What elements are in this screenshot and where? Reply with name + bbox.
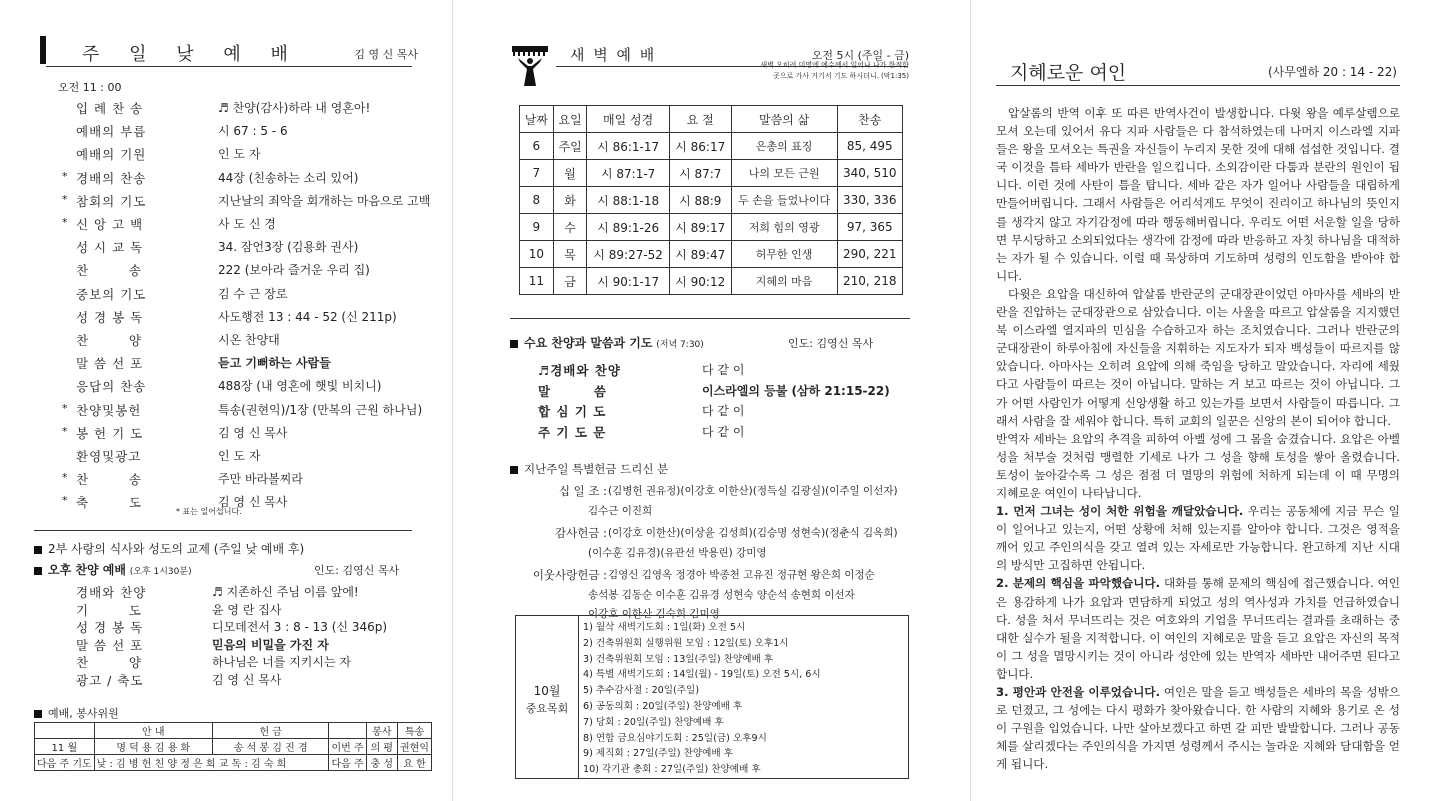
dawn-cell: 330, 336 [837, 187, 902, 214]
schedule-item: 8) 연합 금요심야기도회 : 25일(금) 오후9시 [583, 732, 767, 744]
order-value: 시온 찬양대 [218, 333, 280, 347]
dawn-cell: 수 [553, 214, 587, 241]
dawn-table-header [520, 106, 903, 133]
order-label: 예배의 부름 [76, 124, 147, 140]
order-label: 신 앙 고 백 [76, 217, 144, 232]
monthly-box [515, 615, 909, 779]
dawn-cell: 시 88:9 [669, 187, 731, 214]
afternoon-value: 하나님은 너를 지키시는 자 [212, 655, 351, 670]
dawn-cell: 11 [520, 268, 554, 295]
schedule-item: 1) 월삭 새벽기도회 : 1일(화) 오전 5시 [583, 622, 746, 633]
wednesday-label: 말 씀 [538, 383, 607, 399]
sermon-point-body: 여인은 말을 듣고 백성들은 세바의 목을 성밖으로 던졌고, 그 성에는 다시 평화가 찾아왔습니다. 한 사람의 지혜와 용기로 온 성이 구원을 입었습니다. 나만 살아보겠다고 하면 갈 피만 발발합니다. 그러나 공동체를 살리겠다는 주인의식을 가지면 성령께서 주시는 놀라운 지혜와 담대함을 얻게 됩니다. [996, 685, 1401, 772]
dawn-table-row [520, 214, 903, 241]
sermon-paragraph: 압살롬의 반역 이후 또 따른 반역사건이 발생합니다. 다윗 왕을 예루살렘으로 모셔 오는데 있어서 유다 지파 사람들은 다 참석하였는데 나머지 이스라엘 지파들은 왕을 모셔오는 특권을 자신들이 누리지 못한 것에 대해 섭섭한 것입니다. 결국 이것을 틈타 세바가 반란을 일으킵니다. 소외감이란 다툼과 분란의 원인이 됩니다. 이런 것에 사탄이 틈을 탑니다. 세바 같은 자가 일어나 사람들을 대립하게 만들어버립니다. 그래서 사람들은 어리석게도 무엇이 진리이고 하나님의 뜻인지를 생각지 않고 자기감정에 따라 행동해버립니다. 우리도 어떤 서운할 일을 당하면 무시당하고 소외되었다는 생각에 감정에 따라 반응하고 자칫 하나님을 대적하는 자가 될 수 있습니다. 이럴 때 묵상하며 기도하며 성령의 인도함을 받아야 합니다. [996, 106, 1400, 283]
order-mark: * [62, 169, 68, 183]
dawn-cell: 시 88:1-18 [587, 187, 669, 214]
dawn-cell: 시 87:1-7 [587, 160, 669, 187]
schedule-item: 7) 당회 : 20일(주일) 찬양예배 후 [583, 716, 724, 728]
wednesday-leader: 인도: 김영신 목사 [788, 337, 874, 350]
dawn-header-cell: 말씀의 삶 [731, 106, 837, 133]
order-mark: * [62, 401, 68, 415]
dawn-cell: 85, 495 [837, 133, 902, 160]
sunday-service-title: 주 일 낮 예 배 [82, 44, 300, 65]
part2-heading: 2부 사랑의 식사와 성도의 교제 (주일 낮 예배 후) [34, 540, 304, 557]
dawn-cell: 시 89:17 [669, 214, 731, 241]
dawn-cell: 340, 510 [837, 160, 902, 187]
afternoon-value: 윤 영 란 집사 [212, 602, 282, 617]
serve-row: 다음 주 기도 낮 : 김 병 헌 친 양 정 은 희 교 독 : 김 숙 희 다음 주 충 성 요 한 [35, 755, 432, 771]
dawn-cell: 시 86:17 [669, 133, 731, 160]
dawn-cell: 금 [553, 268, 587, 295]
order-label: 입 례 찬 송 [76, 101, 144, 116]
afternoon-value: ♬ 지존하신 주님 이름 앞에! [212, 585, 359, 599]
offering-label: 이웃사랑헌금 : [532, 568, 607, 582]
schedule-item: 3) 건축위원회 모임 : 13일(주일) 찬양예배 후 [583, 653, 774, 665]
schedule-item: 9) 제직회 : 27일(주일) 찬양예배 후 [583, 748, 733, 760]
order-label: 축 도 [76, 495, 142, 511]
sermon-reference: (사무엘하 20 : 14 - 22) [1268, 65, 1397, 79]
order-mark: * [62, 424, 68, 438]
sermon-point-body: 우리는 공동체에 지금 무슨 일이 일어나고 있는지, 어떤 상황에 처해 있는지를 알아야 합니다. 그것은 영적을 깨어 있고 주인의식을 갖고 열려 있는 자세로만 가능합니다. 완고하게 지난 시대의 방식만 고집하면 안됩니다. [996, 504, 1401, 573]
dawn-time: 오전 5시 (주일 - 금) [811, 49, 909, 62]
serve-head-row: 안 내 헌 금 봉사 특송 [35, 723, 432, 739]
mid-rule [510, 318, 910, 319]
order-value: 특송(권현익)/1장 (만복의 근원 하나님) [218, 402, 423, 417]
order-label: 경배의 찬송 [76, 170, 147, 186]
dawn-table-row [520, 187, 903, 214]
dawn-cell: 시 87:7 [669, 160, 731, 187]
order-label: 성 경 봉 독 [76, 309, 144, 325]
dawn-cell: 7 [520, 160, 554, 187]
monthly-label-cell [516, 616, 579, 778]
order-label: 예배의 기원 [76, 147, 147, 163]
schedule-item: 4) 특별 새벽기도회 : 14일(월) - 19일(토) 오전 5시, 6시 [583, 669, 821, 681]
order-value: 지난날의 죄악을 회개하는 마음으로 고백 [218, 193, 431, 208]
preacher-name: 김 영 신 목사 [354, 48, 418, 61]
dawn-cell: 210, 218 [837, 268, 902, 295]
dawn-cell: 월 [553, 160, 587, 187]
offering-names: 김수근 이진희 [588, 504, 653, 517]
dawn-cell: 9 [520, 214, 554, 241]
order-value: 222 (보아라 즐거운 우리 집) [218, 263, 370, 278]
order-label: 중보의 기도 [76, 286, 147, 302]
dawn-table-row [520, 133, 903, 160]
wednesday-heading: 수요 찬양과 말씀과 기도 (저녁 7:30) [510, 334, 704, 351]
offering-label: 십 일 조 : [558, 484, 607, 498]
order-mark: * [62, 494, 68, 508]
schedule-item: 2) 건축위원회 실행위원 모임 : 12일(토) 오후1시 [583, 637, 789, 649]
sermon-paragraph: 다윗은 요압을 대신하여 압살롬 반란군의 군대장관이었던 아마사를 세바의 반란을 진압하는 군대장관으로 삼았습니다. 이는 사울을 따르고 압살롬을 지지했던 북 이스라엘 열지파의 민심을 수습하고자 하는 조치였습니다. 그러나 반란군의 군대장관이 하루아침에 자신들을 지휘하는 지도자가 되자 백성들이 따르지를 않았습니다. 아마사는 오히려 요압에 의해 죽임을 당하고 말았습니다. 자리에 세웠다고 사람들이 따르는 것이 아닙니다. 말하는 거 보고 따르는 것이 아닙니다. 그가 어떤 사람인가 어떻게 신앙생활 하고 있는가를 보면서 사람들이 따릅니다. 그래서 사람을 잘 세워야 합니다. 특히 교회의 일꾼은 신앙의 본이 되어야 합니다. [996, 286, 1400, 428]
order-value: 34. 잠언3장 (김용화 권사) [218, 240, 359, 255]
offering-names: (김병헌 권유정)(이강호 이한산)(정득실 김광실)(이주일 이선자) [608, 485, 898, 497]
praying-figure-icon [510, 44, 550, 88]
dawn-table-row [520, 160, 903, 187]
dawn-cell: 은총의 표징 [731, 133, 837, 160]
dawn-cell: 시 90:12 [669, 268, 731, 295]
order-value: 김 영 신 목사 [218, 425, 288, 440]
dawn-cell: 목 [553, 241, 587, 268]
sermon-point-heading: 1. 먼저 그녀는 성이 처한 위험을 깨달았습니다. [996, 504, 1244, 519]
dawn-header-cell: 날짜 [520, 106, 554, 133]
order-label: 성 시 교 독 [76, 240, 144, 256]
service-time: 오전 11 : 00 [58, 81, 122, 94]
order-value: 인 도 자 [218, 147, 261, 162]
wednesday-label: 합 심 기 도 [538, 404, 607, 419]
order-mark: * [62, 471, 68, 485]
part2-rule [34, 530, 412, 531]
dawn-cell: 6 [520, 133, 554, 160]
order-value: 사 도 신 경 [218, 217, 276, 231]
order-label: 찬양및봉헌 [76, 402, 142, 418]
sermon-title: 지혜로운 여인 [1010, 62, 1127, 84]
order-label: 찬 송 [76, 263, 142, 279]
afternoon-label: 말 씀 선 포 [76, 637, 144, 653]
order-label: 말 씀 선 포 [76, 356, 144, 372]
month-label: 10월 [533, 684, 561, 698]
sermon-paragraph: 반역자 세바는 요압의 추격을 피하여 아벨 성에 그 몸을 숨겼습니다. 요압은 아벨 성을 처부술 것처럼 맹렬한 기세로 나가 그 성을 향해 토성을 쌓아 올렸습니다. 토성이 높아갈수록 그 성은 점점 더 멸망의 위험에 처하게 되는데 이 때 무명의 지혜로운 여인이 나타납니다. [996, 431, 1400, 500]
sermon-point-heading: 2. 분제의 핵심을 파악했습니다. [996, 576, 1161, 591]
afternoon-label: 기 도 [76, 602, 142, 618]
dawn-cell: 두 손을 들었나이다 [731, 187, 837, 214]
sermon-title-rule [996, 85, 1400, 86]
sermon-points [996, 502, 1400, 773]
dawn-cell: 주일 [553, 133, 587, 160]
offering-names: 김영신 김영옥 정경아 박종천 고유진 정규현 왕은희 이정순 [608, 569, 875, 581]
order-label: 찬 송 [76, 472, 142, 488]
order-value: 주만 바라볼찌라 [218, 472, 303, 487]
serve-table [34, 722, 432, 771]
order-value: 김 수 근 장로 [218, 286, 288, 301]
dawn-header-cell: 요일 [553, 106, 587, 133]
dawn-cell: 8 [520, 187, 554, 214]
afternoon-value: 믿음의 비밀을 가진 자 [212, 637, 329, 652]
schedule-item: 6) 공동의회 : 20일(주일) 찬양예배 후 [583, 701, 743, 712]
sermon-point-body: 대화를 통해 문제의 핵심에 접근했습니다. 여인은 용감하게 나가 요압과 면담하게 되었고 성의 역사성과 가치를 언급하였습니다. 성을 처서 무너뜨리는 것은 여호와의 기업을 무너뜨리는 결과를 초래하는 중대한 실수가 될을 지적합니다. 이 여인의 지혜로운 말을 듣고 요압은 자신의 목적이 그 성을 멸망시키는 것이 아니라 성안에 있는 반역자 세바만 내어주면 된다고 합니다. [996, 576, 1400, 681]
offering-names: 송석봉 김동순 이수훈 김유경 성현숙 양순석 송현희 이선자 [588, 588, 855, 601]
dawn-cell: 허무한 인생 [731, 241, 837, 268]
order-value: 김 영 신 목사 [218, 495, 288, 510]
sermon-point [996, 502, 1400, 574]
dawn-cell: 시 89:27-52 [587, 241, 669, 268]
dawn-cell: 나의 모든 근원 [731, 160, 837, 187]
dawn-cell: 저희 힘의 영광 [731, 214, 837, 241]
dawn-cell: 97, 365 [837, 214, 902, 241]
offering-names: (이수훈 김유경)(유관선 박용린) 강미영 [588, 546, 767, 559]
order-value: 듣고 기뻐하는 사람들 [218, 356, 331, 371]
order-label: 봉 헌 기 도 [76, 425, 144, 441]
afternoon-value: 김 영 신 목사 [212, 673, 282, 687]
header-rule [46, 66, 412, 67]
dawn-cell: 290, 221 [837, 241, 902, 268]
sermon-point-heading: 3. 평안과 안전을 이루었습니다. [996, 685, 1160, 699]
standing-note: * 표는 일어섭니다. [176, 507, 242, 516]
afternoon-leader: 인도: 김영신 목사 [314, 564, 400, 577]
order-label: 응답의 찬송 [76, 379, 147, 395]
wednesday-label: 주 기 도 문 [538, 424, 607, 440]
order-value: 44장 (친송하는 소리 있어) [218, 170, 359, 185]
dawn-cell: 시 89:47 [669, 241, 731, 268]
order-value: 사도행전 13 : 44 - 52 (신 211p) [218, 309, 397, 324]
wednesday-value: 이스라엘의 등불 (삼하 21:15-22) [702, 383, 890, 398]
sermon-body [996, 104, 1400, 773]
dawn-cell: 시 89:1-26 [587, 214, 669, 241]
serve-row: 11 월 명 덕 용 김 용 화 송 석 봉 김 진 경 이번 주 의 평 권현익 [35, 739, 432, 755]
offering-names: 이강호 이한산 김숙희 김미영 [588, 608, 720, 620]
dawn-cell: 시 90:1-17 [587, 268, 669, 295]
dawn-cell: 시 86:1-17 [587, 133, 669, 160]
afternoon-heading: 오후 찬양 예배 (오후 1시30분) [34, 561, 192, 578]
schedule-item: 5) 추수감사절 : 20일(주일) [583, 685, 700, 697]
order-value: 인 도 자 [218, 449, 261, 463]
wednesday-value: 다 같 이 [702, 404, 745, 418]
dawn-header-cell: 매일 성경 [587, 106, 669, 133]
order-value: 488장 (내 영혼에 햇빛 비치니) [218, 379, 382, 394]
order-mark: * [62, 192, 68, 206]
dawn-schedule-table [519, 105, 903, 295]
dawn-table-row [520, 268, 903, 295]
left-header [40, 36, 418, 64]
wednesday-value: 다 같 이 [702, 424, 745, 439]
dawn-table-row [520, 241, 903, 268]
sermon-point [996, 574, 1400, 683]
wednesday-label: ♬경배와 찬양 [538, 363, 621, 378]
dawn-verse: 새벽 오히려 미명에 예수께서 일어나 나가 한적한 곳으로 가사 거기서 기도 하시더니. (막1:35) [760, 61, 909, 80]
sermon-point [996, 683, 1400, 773]
offering-names: (이강호 이한산)(이상윤 김성희)(김승명 성현숙)(정춘식 김옥희) [608, 527, 898, 539]
month-sub-label: 중요목회 [525, 702, 569, 715]
dawn-title: 새 벽 예 배 [570, 46, 657, 64]
dawn-cell: 10 [520, 241, 554, 268]
offering-label: 감사헌금 : [555, 526, 607, 540]
dawn-cell: 지혜의 마음 [731, 268, 837, 295]
order-label: 찬 양 [76, 333, 142, 348]
offering-heading: 지난주일 특별헌금 드리신 분 [510, 461, 668, 477]
dawn-header-cell: 요 절 [669, 106, 731, 133]
afternoon-label: 찬 양 [76, 655, 142, 671]
order-value: 시 67 : 5 - 6 [218, 124, 288, 139]
serve-heading: 예배, 봉사위원 [34, 705, 119, 721]
order-label: 환영및광고 [76, 449, 142, 464]
order-mark: * [62, 216, 68, 229]
afternoon-label: 광고 / 축도 [76, 673, 144, 688]
afternoon-value: 디모데전서 3 : 8 - 13 (신 346p) [212, 620, 388, 635]
dawn-header-cell: 찬송 [837, 106, 902, 133]
dawn-cell: 화 [553, 187, 587, 214]
order-value: ♬ 찬양(감사)하라 내 영혼아! [218, 101, 371, 115]
wednesday-value: 다 같 이 [702, 363, 745, 377]
schedule-item: 10) 각기관 총회 : 27일(주일) 찬양예배 후 [583, 764, 761, 776]
order-label: 참회의 기도 [76, 193, 147, 209]
afternoon-label: 경배와 찬양 [76, 585, 147, 600]
afternoon-label: 성 경 봉 독 [76, 620, 144, 636]
